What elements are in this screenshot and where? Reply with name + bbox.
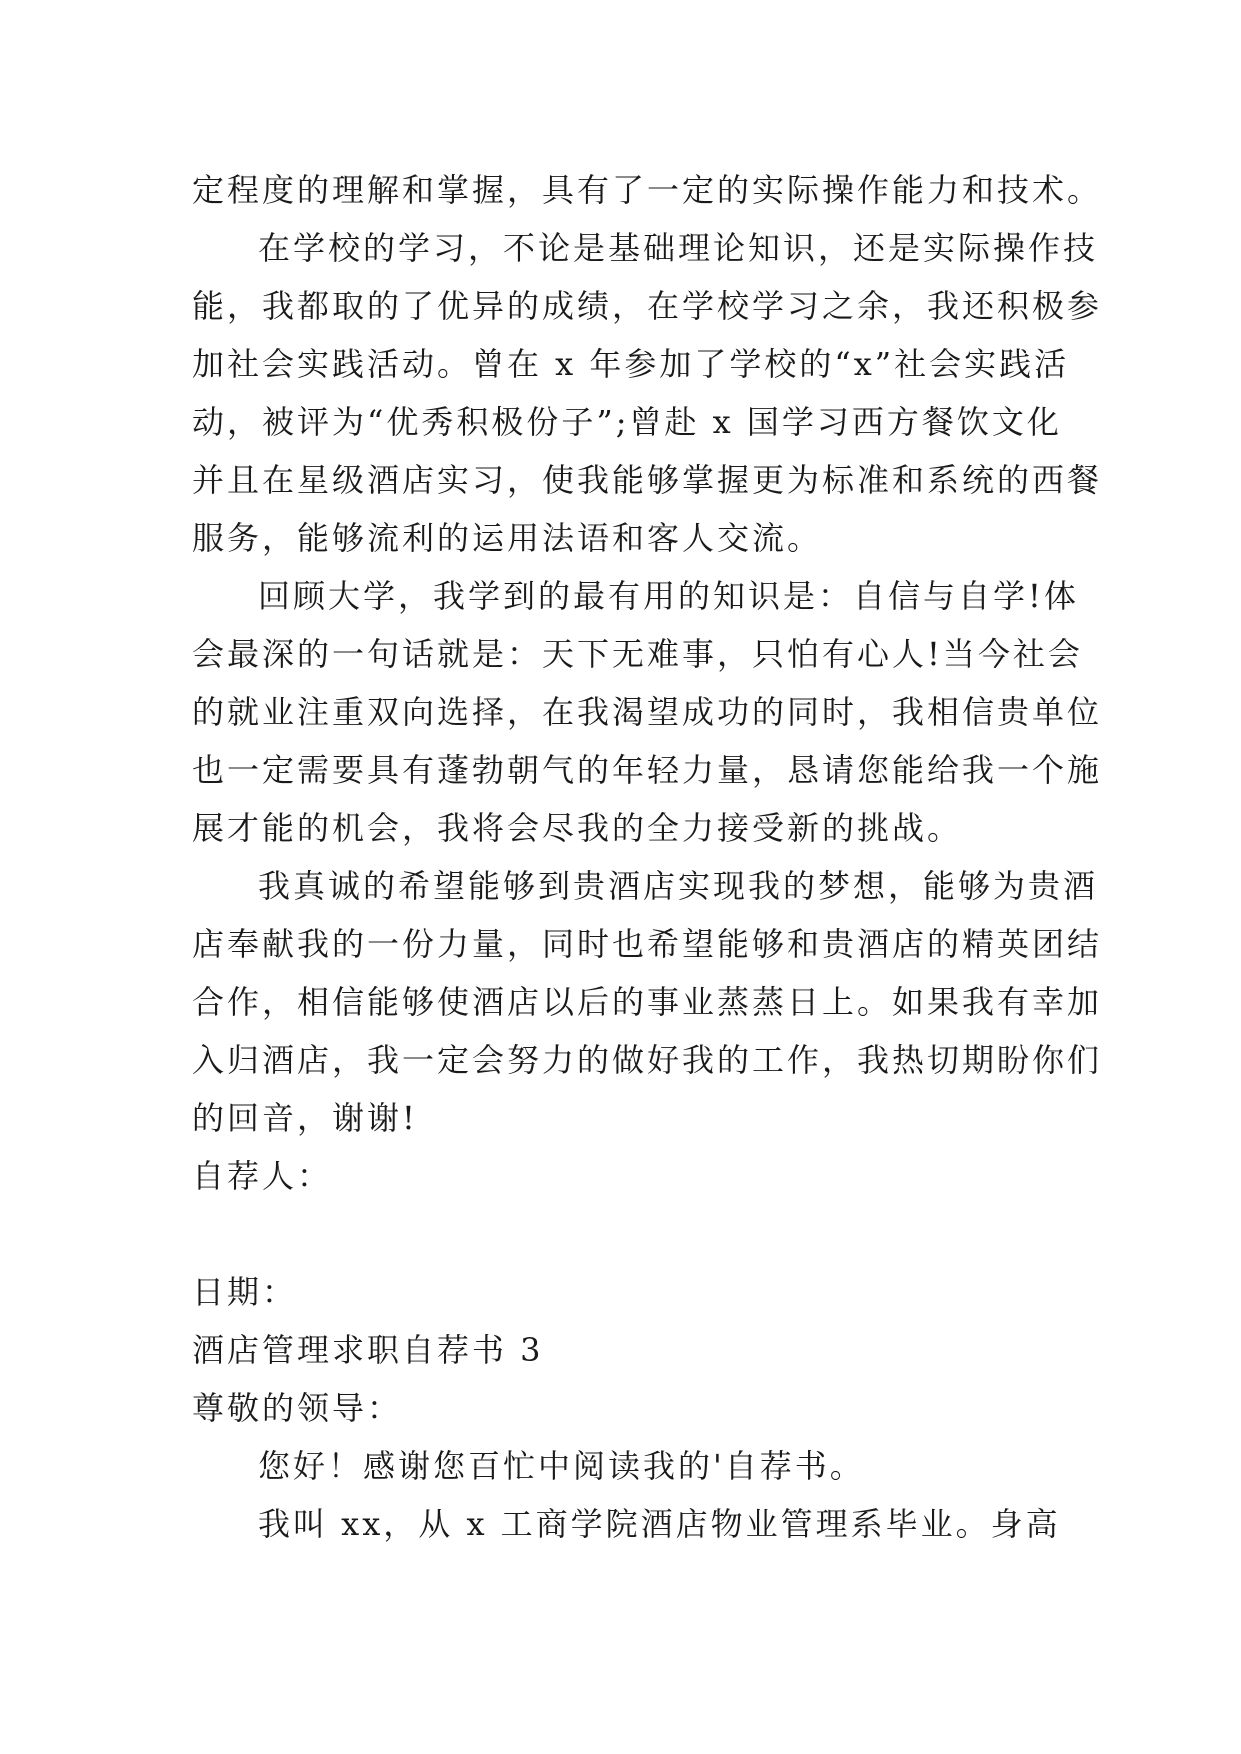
paragraph-line: 合作，相信能够使酒店以后的事业蒸蒸日上。如果我有幸加 [192, 983, 1103, 1021]
salutation: 尊敬的领导： [192, 1389, 403, 1427]
paragraph-line: 回顾大学，我学到的最有用的知识是：自信与自学!体 [258, 577, 1079, 615]
paragraph-line: 会最深的一句话就是：天下无难事，只怕有心人!当今社会 [192, 635, 1083, 673]
paragraph-line: 也一定需要具有蓬勃朝气的年轻力量，恳请您能给我一个施 [192, 751, 1103, 789]
paragraph-line: 动，被评为“优秀积极份子”;曾赴 x 国学习西方餐饮文化 [192, 403, 1062, 441]
paragraph-line: 店奉献我的一份力量，同时也希望能够和贵酒店的精英团结 [192, 925, 1103, 963]
paragraph-line: 在学校的学习，不论是基础理论知识，还是实际操作技 [258, 229, 1099, 267]
paragraph-line: 您好！感谢您百忙中阅读我的'自荐书。 [258, 1447, 865, 1485]
paragraph-line: 展才能的机会，我将会尽我的全力接受新的挑战。 [192, 809, 963, 847]
paragraph-line: 的回音，谢谢! [192, 1099, 418, 1137]
paragraph-line: 服务，能够流利的运用法语和客人交流。 [192, 519, 823, 557]
paragraph-line: 加社会实践活动。曾在 x 年参加了学校的“x”社会实践活 [192, 345, 1070, 383]
section-title: 酒店管理求职自荐书 3 [192, 1331, 544, 1369]
date-label: 日期： [192, 1273, 298, 1311]
paragraph-line: 并且在星级酒店实习，使我能够掌握更为标准和系统的西餐 [192, 461, 1103, 499]
signature-label: 自荐人： [192, 1157, 333, 1195]
paragraph-line: 定程度的理解和掌握，具有了一定的实际操作能力和技术。 [192, 171, 1103, 209]
paragraph-line: 入归酒店，我一定会努力的做好我的工作，我热切期盼你们 [192, 1041, 1103, 1079]
paragraph-line: 能，我都取的了优异的成绩，在学校学习之余，我还积极参 [192, 287, 1103, 325]
paragraph-line: 的就业注重双向选择，在我渴望成功的同时，我相信贵单位 [192, 693, 1103, 731]
paragraph-line: 我叫 xx，从 x 工商学院酒店物业管理系毕业。身高 [258, 1505, 1061, 1543]
paragraph-line: 我真诚的希望能够到贵酒店实现我的梦想，能够为贵酒 [258, 867, 1099, 905]
